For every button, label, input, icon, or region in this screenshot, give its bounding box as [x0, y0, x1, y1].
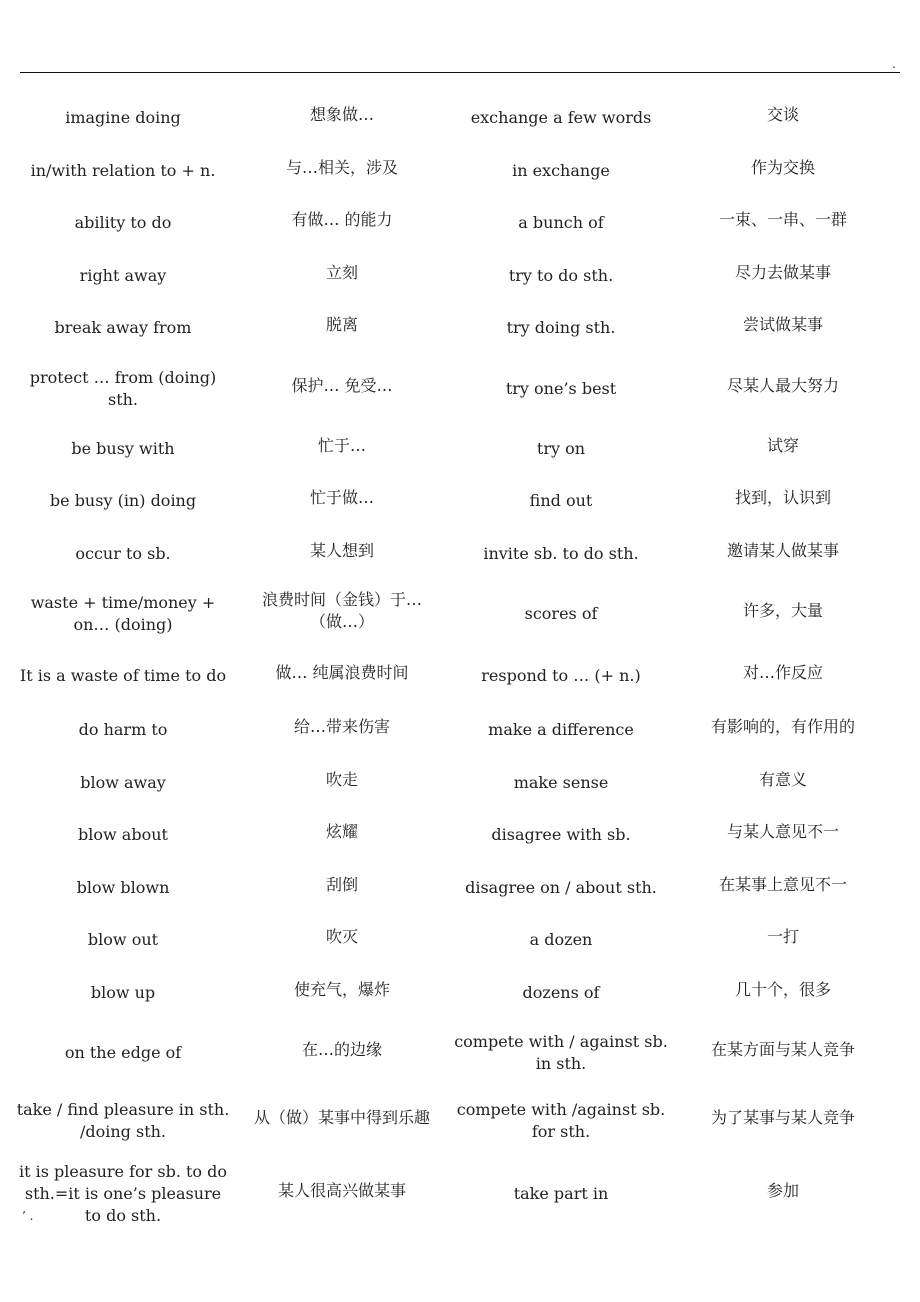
- table-row: [12, 862, 900, 915]
- phrase-chinese: 刮倒: [325, 874, 358, 894]
- table-row: [12, 145, 900, 198]
- table-row: [12, 914, 900, 967]
- table-row: [12, 355, 900, 423]
- phrase-chinese: 试穿: [766, 435, 799, 455]
- phrase-english: try on: [536, 438, 586, 458]
- phrase-english: compete with /against sb. for sth.: [456, 1100, 666, 1141]
- phrase-chinese: 有意义: [758, 769, 807, 789]
- phrase-chinese: 尽某人最大努力: [726, 375, 839, 395]
- phrase-english: do harm to: [78, 720, 168, 740]
- phrase-english: it is pleasure for sb. to do sth.=it is one’s pleasure to do sth.: [18, 1162, 228, 1225]
- phrase-chinese: 对…作反应: [742, 663, 823, 682]
- phrase-english: break away from: [54, 318, 192, 338]
- phrase-english: disagree on / about sth.: [465, 877, 657, 897]
- footer-mark: ’ .: [22, 1209, 34, 1223]
- phrase-english: make a difference: [488, 720, 634, 740]
- phrase-chinese: 参加: [766, 1181, 799, 1200]
- phrase-english: try to do sth.: [508, 265, 614, 285]
- table-row: [12, 423, 900, 476]
- phrase-chinese: 吹走: [325, 769, 358, 789]
- phrase-chinese: 想象做…: [309, 105, 374, 125]
- phrase-english: try one’s best: [505, 378, 617, 398]
- phrase-english: in exchange: [512, 160, 610, 180]
- table-row: [12, 92, 900, 145]
- phrase-english: invite sb. to do sth.: [483, 543, 639, 563]
- phrase-chinese: 一束、一串、一群: [718, 210, 847, 230]
- phrase-chinese: 一打: [766, 927, 799, 947]
- table-row: [12, 475, 900, 528]
- phrase-chinese: 在某事上意见不一: [718, 874, 847, 894]
- phrase-english: protect … from (doing) sth.: [29, 367, 217, 409]
- table-row: [12, 250, 900, 303]
- phrase-chinese: 几十个，很多: [734, 979, 831, 999]
- table-row: [12, 1019, 900, 1087]
- phrase-english: take / find pleasure in sth. /doing sth.: [16, 1100, 230, 1141]
- phrase-english: scores of: [524, 604, 598, 623]
- phrase-english: waste + time/money + on… (doing): [30, 593, 216, 634]
- phrase-chinese: 某人想到: [309, 540, 374, 560]
- phrase-english: be busy with: [71, 438, 175, 458]
- phrase-english: take part in: [513, 1184, 609, 1203]
- header-rule: [20, 72, 900, 73]
- phrase-chinese: 立刻: [325, 262, 358, 282]
- phrase-chinese: 作为交换: [750, 157, 815, 177]
- phrase-chinese: 为了某事与某人竞争: [710, 1108, 855, 1127]
- phrase-chinese: 有做… 的能力: [291, 210, 393, 230]
- phrase-english: exchange a few words: [470, 108, 652, 128]
- phrase-chinese: 许多，大量: [742, 601, 823, 620]
- phrase-chinese: 在某方面与某人竞争: [710, 1040, 855, 1059]
- phrase-chinese: 尽力去做某事: [734, 262, 831, 282]
- table-row: [12, 580, 900, 648]
- phrase-english: in/with relation to + n.: [30, 160, 216, 180]
- phrase-chinese: 浪费时间（金钱）于…（做…）: [261, 590, 422, 631]
- table-row: [12, 809, 900, 862]
- phrase-chinese: 与…相关，涉及: [285, 157, 398, 177]
- table-row: [12, 1087, 900, 1155]
- table-row: [12, 197, 900, 250]
- table-row: [12, 648, 900, 704]
- phrase-english: occur to sb.: [75, 543, 171, 563]
- phrase-chinese: 使充气，爆炸: [293, 979, 390, 999]
- phrase-english: blow about: [78, 825, 168, 845]
- phrase-english: imagine doing: [65, 108, 181, 128]
- phrase-chinese: 尝试做某事: [742, 315, 823, 335]
- phrase-english: try doing sth.: [506, 318, 616, 338]
- phrase-chinese: 脱离: [325, 315, 358, 335]
- phrase-english: blow blown: [76, 877, 170, 897]
- table-row: [12, 757, 900, 810]
- phrase-english: blow out: [87, 930, 159, 950]
- phrase-chinese: 保护… 免受…: [291, 375, 393, 395]
- phrase-chinese: 做… 纯属浪费时间: [275, 663, 409, 682]
- phrase-chinese: 有影响的，有作用的: [710, 717, 855, 737]
- phrase-english: dozens of: [522, 982, 600, 1002]
- phrase-english: make sense: [513, 772, 609, 792]
- table-row: [12, 1155, 900, 1233]
- table-row: [12, 302, 900, 355]
- table-row: [12, 528, 900, 581]
- phrase-english: right away: [79, 265, 167, 285]
- phrase-english: find out: [529, 491, 593, 511]
- table-row: [12, 967, 900, 1020]
- phrase-english: blow up: [90, 982, 156, 1002]
- phrase-english: respond to … (+ n.): [481, 666, 641, 685]
- table-row: [12, 704, 900, 757]
- phrase-english: It is a waste of time to do: [19, 666, 227, 685]
- phrase-chinese: 与某人意见不一: [726, 822, 839, 842]
- vocab-table: [12, 92, 900, 1233]
- phrase-chinese: 找到，认识到: [734, 488, 831, 508]
- phrase-chinese: 从（做）某事中得到乐趣: [253, 1108, 430, 1127]
- phrase-chinese: 忙于做…: [309, 488, 374, 508]
- phrase-english: a bunch of: [518, 213, 604, 233]
- phrase-chinese: 交谈: [766, 105, 799, 125]
- phrase-english: blow away: [80, 772, 166, 792]
- phrase-english: ability to do: [74, 213, 172, 233]
- phrase-chinese: 吹灭: [325, 927, 358, 947]
- phrase-chinese: 炫耀: [325, 822, 358, 842]
- phrase-chinese: 在…的边缘: [301, 1040, 382, 1059]
- header-mark: .: [892, 57, 896, 71]
- phrase-english: on the edge of: [64, 1043, 182, 1062]
- phrase-chinese: 给…带来伤害: [293, 717, 390, 737]
- phrase-english: disagree with sb.: [491, 825, 631, 845]
- phrase-english: compete with / against sb. in sth.: [454, 1032, 668, 1073]
- phrase-english: be busy (in) doing: [49, 491, 197, 511]
- phrase-chinese: 忙于…: [317, 435, 366, 455]
- phrase-chinese: 邀请某人做某事: [726, 540, 839, 560]
- phrase-chinese: 某人很高兴做某事: [277, 1181, 406, 1200]
- phrase-english: a dozen: [529, 930, 593, 950]
